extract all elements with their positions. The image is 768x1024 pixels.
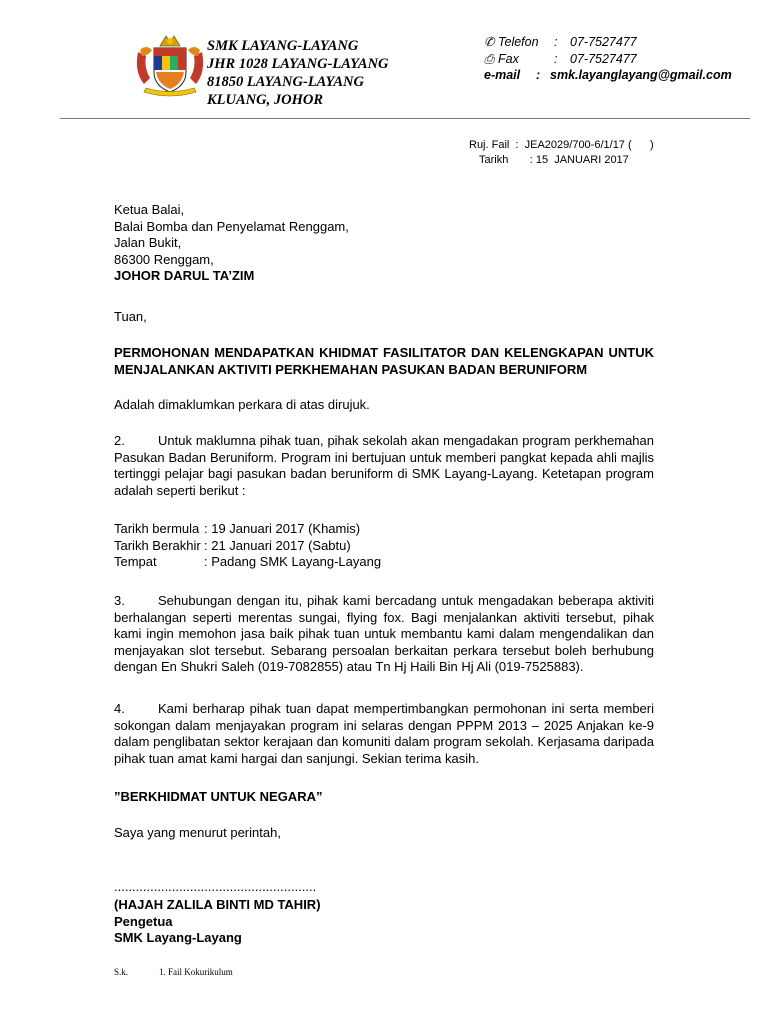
phone-separator: : [554,35,558,49]
school-address-line-3: KLUANG, JOHOR [207,92,324,108]
signer-block [114,897,654,947]
paragraph-2-number: 2. [114,433,125,448]
reference-row: Ruj. Fail : JEA2029/700-6/1/17 ( ) [469,139,654,151]
program-details [114,521,654,571]
paragraph-2-text: Untuk maklumna pihak tuan, pihak sekolah akan mengadakan program perkhemahan Pasukan Badan Beruniform. Program ini bertujuan untuk memberi pangkat kepada ahli majlis tertinggi pelajar bagi pasukan badan beruniform di SMK Layang-Layang. Ketetapan program adalah seperti berikut : [114,433,654,498]
fax-label: Fax [498,51,519,66]
date-row: Tarikh : 15 JANUARI 2017 [479,153,629,166]
detail-label: Tarikh bermula [114,521,200,536]
ruj-value: JEA2029/700-6/1/17 ( ) [524,139,654,151]
recipient-block [114,202,654,285]
recipient-line-3: Jalan Bukit, [114,235,182,250]
signer-org: SMK Layang-Layang [114,930,242,945]
recipient-line-2: Balai Bomba dan Penyelamat Renggam, [114,218,349,234]
recipient-line-4: 86300 Renggam, [114,251,214,267]
school-address-block [207,37,389,109]
paragraph-4-text: Kami berharap pihak tuan dapat mempertimbangkan permohonan ini serta memberi sokongan dalam menjayakan program ini selaras dengan PPPM 2013 – 2025 Anjakan ke-9 dalam penglibatan sektor kerajaan dan komuniti dalam program sekolah. Kerjasama daripada pihak tuan amat kami hargai dan sanjungi. Sekian terima kasih. [114,701,654,766]
signature-line: ........................................................ [114,879,317,894]
intro-paragraph: Adalah dimaklumkan perkara di atas dirujuk. [114,397,370,412]
header-divider [60,118,750,119]
email-value: smk.layanglayang@gmail.com [550,68,732,82]
fax-value: 07-7527477 [570,51,637,66]
phone-label: Telefon [498,35,539,49]
paragraph-4-number: 4. [114,701,125,716]
date-value: 15 JANUARI 2017 [535,153,629,166]
school-name: SMK LAYANG-LAYANG [207,38,359,54]
cc-label: S.k. [114,967,129,977]
recipient-state: JOHOR DARUL TA’ZIM [114,268,255,283]
detail-row [114,538,654,555]
email-label: e-mail [484,68,521,82]
reference-block [469,138,654,167]
contact-block [484,34,732,84]
motto: ”BERKHIDMAT UNTUK NEGARA” [114,789,323,804]
date-label: Tarikh [479,153,509,166]
fax-icon: ⎙ [484,51,495,66]
detail-label: Tempat [114,554,157,569]
cc-item: 1. Fail Kokurikulum [159,967,233,977]
detail-value: : Padang SMK Layang-Layang [204,554,382,569]
paragraph-3 [114,593,654,676]
signer-name: (HAJAH ZALILA BINTI MD TAHIR) [114,897,321,912]
ruj-label: Ruj. Fail [469,139,510,151]
fax-separator: : [554,51,558,66]
closing: Saya yang menurut perintah, [114,825,281,840]
contact-fax-row [484,51,732,68]
phone-value: 07-7527477 [570,35,637,49]
recipient-line-1: Ketua Balai, [114,202,185,217]
paragraph-3-text: Sehubungan dengan itu, pihak kami bercadang untuk mengadakan beberapa aktiviti berhalangan seperti merentas sungai, flying fox. Bagi menjalankan aktiviti tersebut, pihak kami ingin memohon jasa baik pihak tuan untuk membantu kami dalam mengendalikan dan menjayakan slot tersebut. Sebarang persoalan berkaitan perkara tersebut boleh berhubung dengan En Shukri Saleh (019-7082855) atau Tn Hj Haili Bin Hj Ali (019-7525883). [114,593,654,674]
school-address-line-2: 81850 LAYANG-LAYANG [207,74,364,90]
detail-row [114,521,654,538]
salutation: Tuan, [114,309,147,324]
signer-title: Pengetua [114,913,173,929]
contact-email-row [484,67,732,84]
paragraph-2 [114,433,654,499]
contact-phone-row [484,34,732,51]
paragraph-4 [114,701,654,767]
detail-value: : 19 Januari 2017 (Khamis) [204,521,361,536]
phone-icon: ✆ [484,35,495,49]
email-separator: : [536,68,541,82]
detail-value: : 21 Januari 2017 (Sabtu) [204,537,351,553]
paragraph-3-number: 3. [114,593,125,608]
coat-of-arms-logo [130,32,210,102]
detail-row [114,554,654,571]
school-address-line-1: JHR 1028 LAYANG-LAYANG [207,56,389,72]
subject: PERMOHONAN MENDAPATKAN KHIDMAT FASILITATOR DAN KELENGKAPAN UNTUK MENJALANKAN AKTIVITI PERKHEMAHAN PASUKAN BADAN BERUNIFORM [114,345,654,377]
detail-label: Tarikh Berakhir [114,537,201,553]
